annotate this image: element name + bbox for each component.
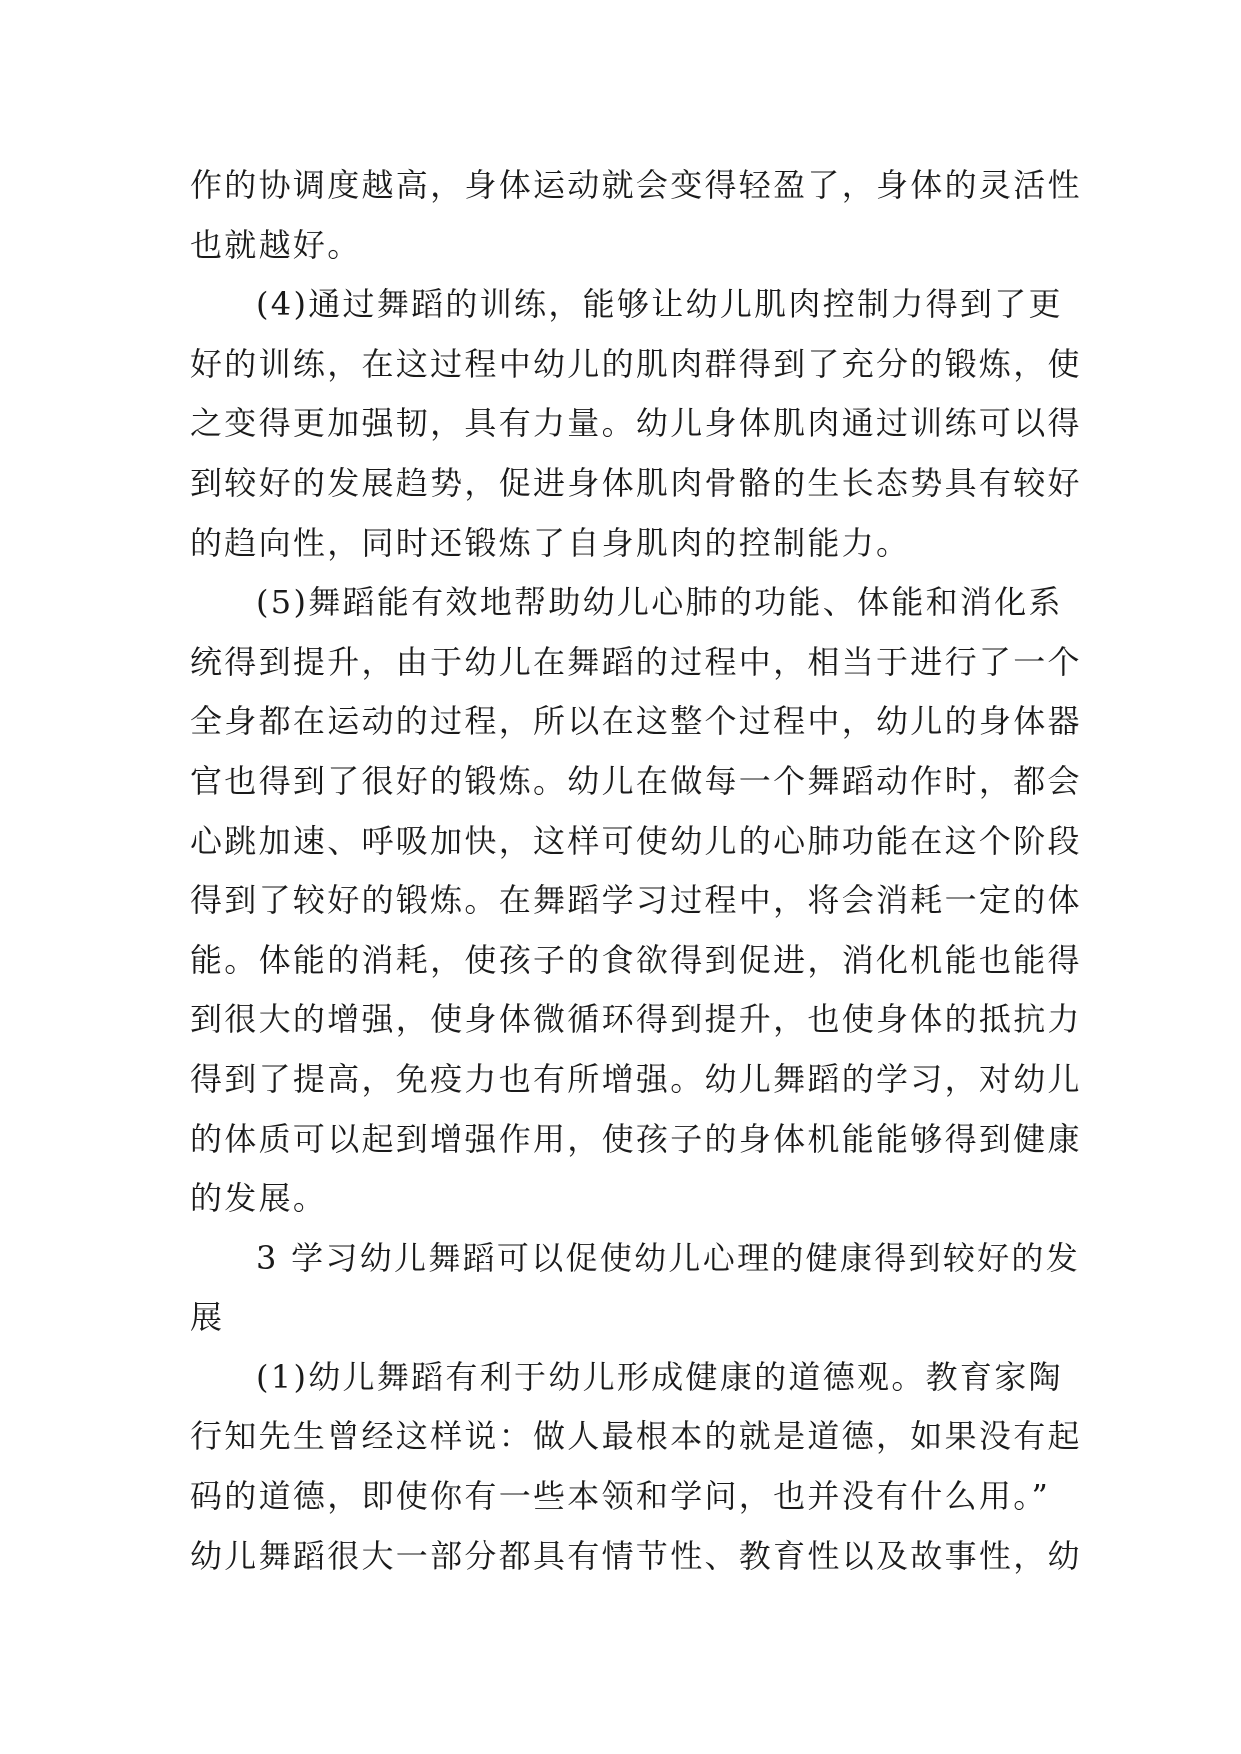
text-line: 行知先生曾经这样说：做人最根本的就是道德，如果没有起 bbox=[190, 1417, 1082, 1456]
text-line: 心跳加速、呼吸加快，这样可使幼儿的心肺功能在这个阶段 bbox=[190, 821, 1082, 860]
text-line: 官也得到了很好的锻炼。幼儿在做每一个舞蹈动作时，都会 bbox=[190, 761, 1082, 800]
text-line: 3 学习幼儿舞蹈可以促使幼儿心理的健康得到较好的发 bbox=[256, 1238, 1081, 1277]
text-line: 到较好的发展趋势，促进身体肌肉骨骼的生长态势具有较好 bbox=[190, 463, 1082, 502]
text-line: (1)幼儿舞蹈有利于幼儿形成健康的道德观。教育家陶 bbox=[256, 1357, 1063, 1396]
text-line: 的发展。 bbox=[190, 1179, 328, 1218]
text-line: 好的训练，在这过程中幼儿的肌肉群得到了充分的锻炼，使 bbox=[190, 344, 1082, 383]
text-line: 全身都在运动的过程，所以在这整个过程中，幼儿的身体器 bbox=[190, 702, 1082, 741]
text-line: 的体质可以起到增强作用，使孩子的身体机能能够得到健康 bbox=[190, 1119, 1082, 1158]
text-line: 幼儿舞蹈很大一部分都具有情节性、教育性以及故事性，幼 bbox=[190, 1536, 1082, 1575]
text-line: 的趋向性，同时还锻炼了自身肌肉的控制能力。 bbox=[190, 523, 911, 562]
body-text bbox=[190, 156, 1082, 1586]
text-line: 之变得更加强韧，具有力量。幼儿身体肌肉通过训练可以得 bbox=[190, 404, 1082, 443]
text-line: 也就越好。 bbox=[190, 225, 362, 264]
text-line: 得到了较好的锻炼。在舞蹈学习过程中，将会消耗一定的体 bbox=[190, 881, 1082, 920]
text-line: 到很大的增强，使身体微循环得到提升，也使身体的抵抗力 bbox=[190, 1000, 1082, 1039]
text-line: 能。体能的消耗，使孩子的食欲得到促进，消化机能也能得 bbox=[190, 940, 1082, 979]
text-line: 码的道德，即使你有一些本领和学问，也并没有什么用。” bbox=[190, 1477, 1051, 1516]
text-line: 展 bbox=[190, 1298, 225, 1337]
text-line: 统得到提升，由于幼儿在舞蹈的过程中，相当于进行了一个 bbox=[190, 642, 1082, 681]
text-line: (4)通过舞蹈的训练，能够让幼儿肌肉控制力得到了更 bbox=[256, 285, 1063, 324]
text-line: (5)舞蹈能有效地帮助幼儿心肺的功能、体能和消化系 bbox=[256, 583, 1063, 622]
text-line: 作的协调度越高，身体运动就会变得轻盈了，身体的灵活性 bbox=[190, 166, 1082, 204]
text-line: 得到了提高，免疫力也有所增强。幼儿舞蹈的学习，对幼儿 bbox=[190, 1059, 1082, 1098]
